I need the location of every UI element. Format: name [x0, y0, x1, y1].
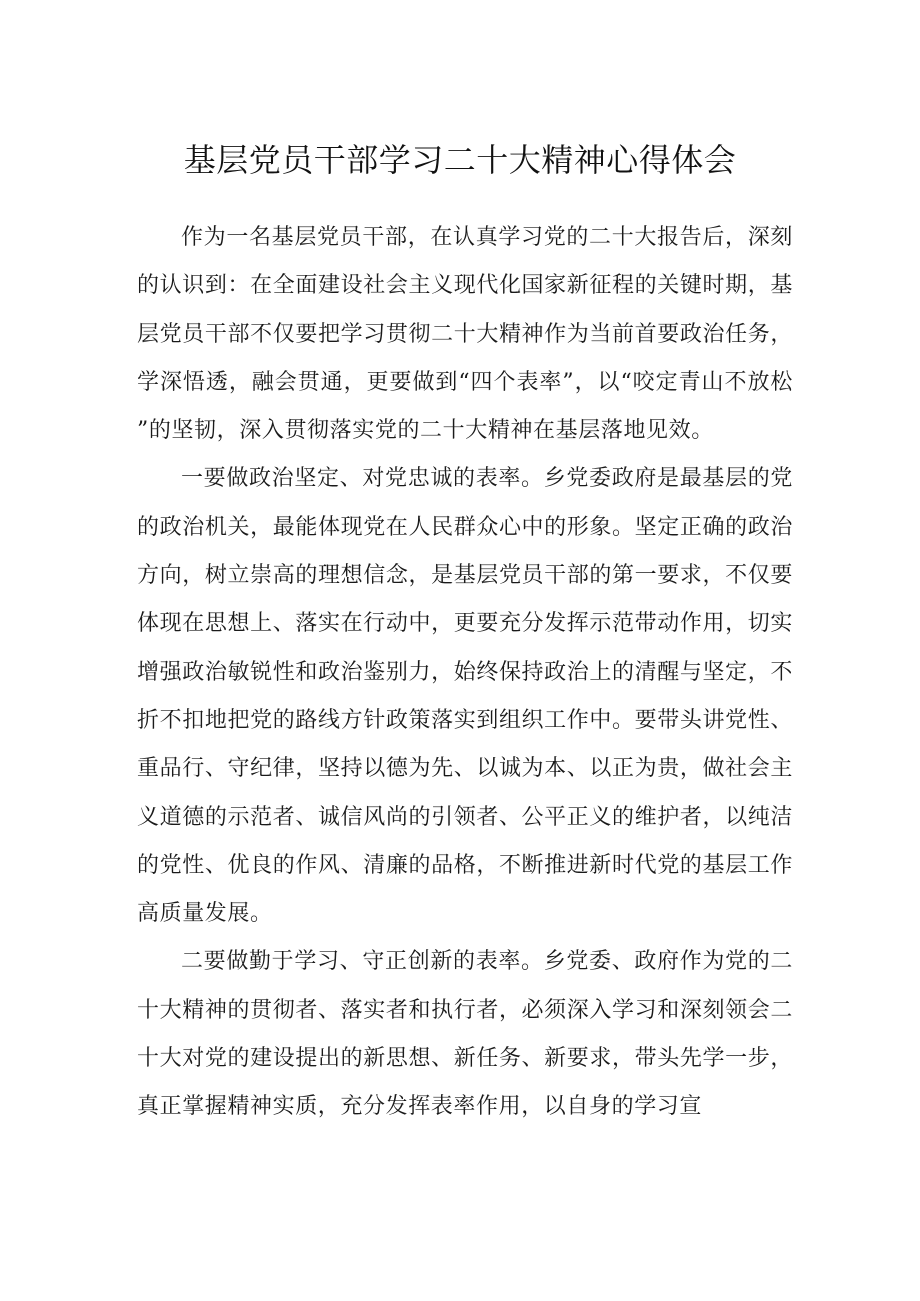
paragraph-point-one: 一要做政治坚定、对党忠诚的表率。乡党委政府是最基层的党的政治机关，最能体现党在人民群众心中的形象。坚定正确的政治方向，树立崇高的理想信念，是基层党员干部的第一要求，不仅要体现在思想上、落实在行动中，更要充分发挥示范带动作用，切实增强政治敏锐性和政治鉴别力，始终保持政治上的清醒与坚定，不折不扣地把党的路线方针政策落实到组织工作中。要带头讲党性、重品行、守纪律，坚持以德为先、以诚为本、以正为贵，做社会主义道德的示范者、诚信风尚的引领者、公平正义的维护者，以纯洁的党性、优良的作风、清廉的品格，不断推进新时代党的基层工作高质量发展。 [137, 466, 793, 927]
document-body [137, 214, 793, 1132]
document-title: 基层党员干部学习二十大精神心得体会 [183, 141, 737, 179]
paragraph-intro: 作为一名基层党员干部，在认真学习党的二十大报告后，深刻的认识到：在全面建设社会主义现代化国家新征程的关键时期，基层党员干部不仅要把学习贯彻二十大精神作为当前首要政治任务，学深悟透，融会贯通，更要做到“四个表率”，以“咬定青山不放松”的坚韧，深入贯彻落实党的二十大精神在基层落地见效。 [137, 225, 793, 444]
paragraph-point-two: 二要做勤于学习、守正创新的表率。乡党委、政府作为党的二十大精神的贯彻者、落实者和执行者，必须深入学习和深刻领会二十大对党的建设提出的新思想、新任务、新要求，带头先学一步，真正掌握精神实质，充分发挥表率作用，以自身的学习宣 [137, 949, 793, 1120]
